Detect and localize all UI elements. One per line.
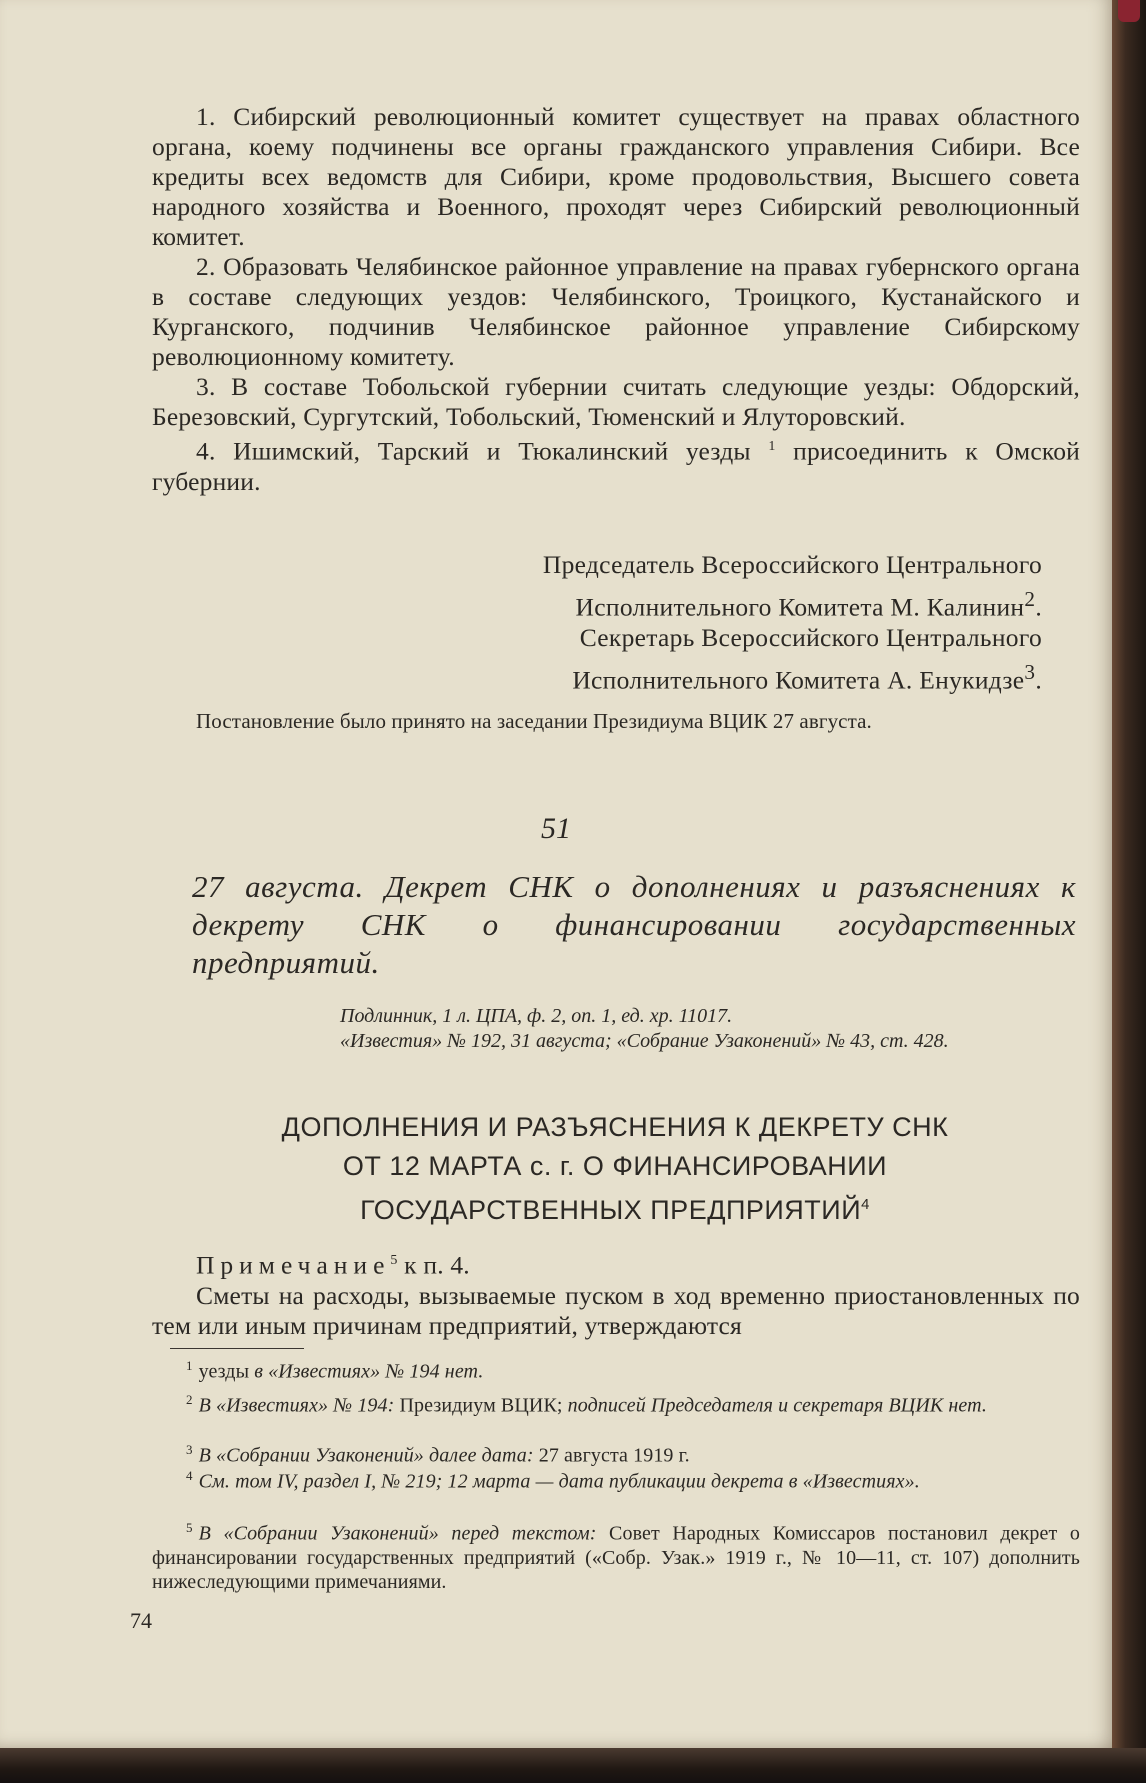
paragraph-3: 3. В составе Тобольской губернии считать следующие уезды: Обдорский, Березовский, Сургутский, Тобольский, Тюменский и Ялуторовский.	[152, 372, 1080, 431]
document-title: 27 августа. Декрет СНК о дополнениях и разъяснениях к декрету СНК о финансировании государственных предприятий.	[192, 869, 1076, 980]
source-line-1: Подлинник, 1 л. ЦПА, ф. 2, оп. 1, ед. хр. 11017.	[340, 1005, 733, 1027]
footnote-ref-1: 1	[768, 439, 776, 454]
chairman-line-2: Исполнительного Комитета М. Калинин$^2$.	[575, 587, 1042, 622]
decree-heading	[150, 1108, 1080, 1230]
book-spine-edge	[1112, 0, 1146, 1783]
note-section	[152, 1246, 1080, 1341]
heading-line-2: ОТ 12 МАРТА с. г. О ФИНАНСИРОВАНИИ	[342, 1151, 888, 1181]
chairman-signature	[543, 548, 1042, 625]
footnote-2: $^2$ В «Известиях» № 194: Президиум ВЦИК; подписей Председателя и секретаря ВЦИК нет.	[186, 1392, 987, 1417]
paragraph-1: 1. Сибирский революционный комитет существует на правах областного органа, коему подчинены все органы гражданского управления Сибири. Все кредиты всех ведомств для Сибири, кроме продовольствия, Высшего совета народного хозяйства и Военного, проходят через Сибирский революционный комитет.	[152, 102, 1080, 251]
footnote-ref-2: 2	[1024, 587, 1036, 611]
adoption-note: Постановление было принято на заседании Президиума ВЦИК 27 августа.	[196, 709, 872, 733]
secretary-line-2: Исполнительного Комитета А. Енукидзе$^3$.	[572, 660, 1042, 695]
note-body: Сметы на расходы, вызываемые пуском в ход временно приостановленных по тем или иным причинам предприятий, утверждаются	[152, 1280, 1080, 1340]
footnote-ref-3: 3	[1024, 660, 1036, 684]
chairman-line-1: Председатель Всероссийского Центрального	[542, 550, 1042, 579]
footnote-3: $^3$ В «Собрании Узаконений» далее дата: 27 августа 1919 г.	[186, 1442, 690, 1467]
footnote-5: $^5$ В «Собрании Узаконений» перед текстом: Совет Народных Комиссаров постановил декрет о финансировании государственных предприятий («Собр. Узак.» 1919 г., № 10—11, ст. 107) дополнить нижеследующими примечаниями.	[152, 1520, 1080, 1593]
decree-body	[152, 102, 1080, 497]
secretary-line-1: Секретарь Всероссийского Центрального	[579, 623, 1042, 652]
paragraph-4-rest: присоединить к Омской губернии.	[152, 436, 1080, 496]
footnote-ref-4: 4	[861, 1197, 870, 1213]
footnote-4: $^4$ См. том IV, раздел I, № 219; 12 марта — дата публикации декрета в «Известиях».	[186, 1468, 920, 1493]
note-suffix: к п. 4.	[397, 1250, 470, 1280]
note-heading	[152, 1246, 1080, 1281]
paragraph-4-text: 4. Ишимский, Тарский и Тюкалинский уезды	[196, 436, 751, 466]
paragraph-2: 2. Образовать Челябинское районное управление на правах губернского органа в составе следующих уездов: Челябинского, Троицкого, Кустанайского и Курганского, подчинив Челябинское районное управление Сибирскому революционному комитету.	[152, 252, 1080, 371]
document-source	[290, 1004, 1070, 1054]
page-number: 74	[130, 1608, 152, 1633]
note-label: Примечание	[196, 1250, 391, 1280]
source-line-2: «Известия» № 192, 31 августа; «Собрание Узаконений» № 43, ст. 428.	[340, 1030, 949, 1052]
heading-line-1: ДОПОЛНЕНИЯ И РАЗЪЯСНЕНИЯ К ДЕКРЕТУ СНК	[281, 1112, 949, 1142]
document-number: 51	[541, 812, 571, 845]
footnote-ref-5: 5	[390, 1253, 398, 1268]
book-bottom-edge	[0, 1748, 1146, 1783]
paragraph-4	[152, 432, 1080, 497]
footnote-1: $^1$ уезды в «Известиях» № 194 нет.	[186, 1358, 484, 1383]
heading-line-3: ГОСУДАРСТВЕННЫХ ПРЕДПРИЯТИЙ$^4$	[360, 1195, 870, 1225]
secretary-signature	[572, 621, 1042, 698]
footnote-divider	[170, 1348, 304, 1349]
spine-ribbon	[1118, 0, 1140, 22]
